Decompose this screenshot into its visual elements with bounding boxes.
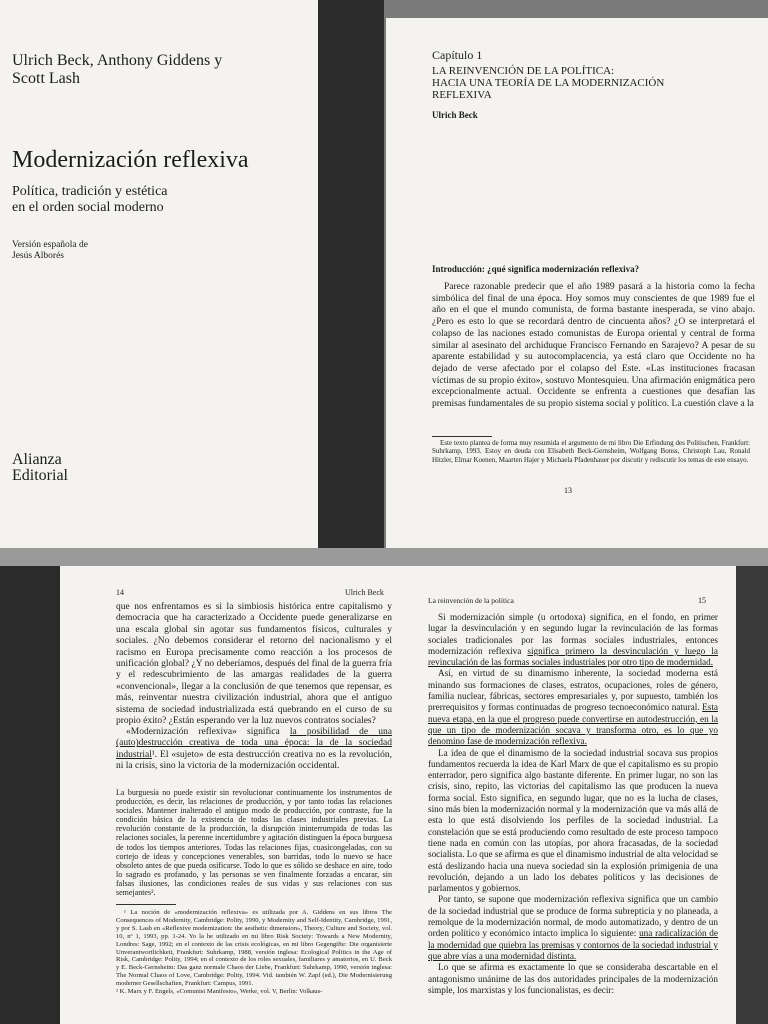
chapter-label: Capítulo 1: [432, 48, 483, 62]
right-text-column: [428, 612, 718, 996]
cover-publisher: Alianza Editorial: [12, 451, 68, 484]
left-body-paragraph: [116, 727, 392, 773]
right-running-head: La reinvención de la política: [428, 596, 514, 605]
scan-gap: [0, 548, 768, 566]
scan-edge-left: [0, 566, 60, 1024]
scan-edge-right: [736, 566, 768, 1024]
right-text: Por tanto, se supone que modernización reflexiva significa que un cambio de la sociedad industrial que se produce de forma subrepticia y no planeada, a remolque de la modernización normal, de modo automatizado, y dentro de un orden político y económico intacto implica lo siguiente:: [428, 894, 718, 939]
right-text: Si modernización simple (u ortodoxa) significa, en el fondo, en primer lugar la desvinculación y en segundo lugar la revinculación de las formas sociales tradicionales por las formas sociales industriales, entonces modernización reflexiva: [428, 612, 718, 656]
left-page-number: 14: [116, 588, 124, 597]
right-underlined-text: significa primero la desvinculación y luego la revinculación de las formas sociales industriales por otro tipo de modernidad.: [428, 645, 718, 668]
chapter-author: Ulrich Beck: [432, 110, 478, 120]
left-text-end: ¹. El «sujeto» de esta destrucción creativa no es la revolución, ni la crisis, sino la victoria de la modernización occidental.: [116, 749, 392, 772]
right-underlined-text: Esta nueva etapa, en la que el progreso puede convertirse en autodestrucción, en la que un tipo de modernización socava y transforma otro, es lo que yo denomino fase de modernización reflexiva.: [428, 702, 718, 747]
left-footnotes: ¹ La noción de «modernización reflexiva» es utilizada por A. Giddens en sus libros The Consequences of Modernity, Cambridge: Polity, 1990, y Modernity and Self-Identity, Cambridge, 1991, y por S. Lash en «Reflexive modernization: the aesthetic dimension», Theory, Culture and Society, vol. 10, nº 1, 1993, pp. 1-24. Yo la he utilizado en mi libro Risk Society: Towards a New Modernity, Londres: Sage, 1992; en el contexto de las crisis ecológicas, en mi libro Gegengifte: Die organisierte Unverantwortlichkeit, Frankfurt: Suhrkamp, 1988, versión inglesa: Ecological Politics in the Age of Risk, Cambridge: Polity, 1994; en el contexto de los roles sexuales, familiares y amatorios, en U. Beck y E. Beck-Gernsheim: Das ganz normale Chaos der Liebe, Frankfurt: Suhrkamp, 1990, versión inglesa: The Normal Chaos of Love, Cambridge: Polity, 1994. Vid. también W. Zapf (ed.), Die Modernisierung moderner Gesellschaften, Frankfurt: Campus, 1991. ² K. Marx y F. Engels, «Comunist Manifesto», Werke, vol. V, Berlin: Volkaus-: [116, 909, 392, 996]
cover-authors: Ulrich Beck, Anthony Giddens y Scott Lash: [12, 52, 223, 87]
cover-page: [0, 0, 322, 548]
right-page: [400, 566, 736, 1024]
left-body-text: que nos enfrentamos es si la simbiosis histórica entre capitalismo y democracia que ha caracterizado a Occidente puede generalizarse en una escala global sin agotar sus fundamentos físicos, culturales y sociales. ¿No debemos considerar el retorno del nacionalismo y el racismo en Europa precisamente como reacción a los procesos de unificación global? ¿Y no deberíamos, después del final de la guerra fría y el redescubrimiento de las amargas realidades de la guerra «convencional», llegar a la conclusión de que tenemos que repensar, es más, reinventar nuestra civilización industrial, ahora que el antiguo sistema de sociedad industrializada está quebrando en el curso de su propio éxito? ¿Están esperando ver la luz nuevos contratos sociales?: [116, 602, 392, 727]
chapter-title: LA REINVENCIÓN DE LA POLÍTICA: HACIA UNA TEORÍA DE LA MODERNIZACIÓN REFLEXIVA: [432, 65, 665, 101]
cover-title: Modernización reflexiva: [12, 147, 249, 173]
page-number: 13: [564, 486, 572, 495]
right-paragraph-3: La idea de que el dinamismo de la sociedad industrial socava sus propios fundamentos recuerda la idea de Karl Marx de que el capitalismo es su propio enterrador, pero significa algo bastante diferente. En primer lugar, no son las crisis, sino, repito, las victorias del capitalismo las que producen la nueva forma social. Esto significa, en segundo lugar, que no es la lucha de clases, sino más bien la modernización normal y la modernización que va más allá de esta lo que está disolviendo los perfiles de la sociedad industrial. La constelación que se está produciendo como resultado de este proceso tampoco tiene nada en común con las utopías, por ahora fracasadas, de la sociedad socialista. Lo que se afirma es que el dinamismo industrial de alta velocidad se está deslizando hacia una nueva sociedad sin la explosión primigenia de una revolución, dejando a un lado los debates políticos y las decisiones de parlamentos y gobiernos.: [428, 747, 718, 894]
right-paragraph-5: Lo que se afirma es exactamente lo que se consideraba descartable en el antagonismo unánime de las dos autoridades principales de la modernización simple, los marxistas y los funcionalistas, es decir:: [428, 962, 718, 995]
cover-subtitle: Política, tradición y estética en el orden social moderno: [12, 184, 168, 215]
right-paragraph-2: [428, 668, 718, 747]
chapter-footnote: Este texto plantea de forma muy resumida el argumento de mi libro Die Erfindung des Politischen, Frankfurt: Suhrkamp, 1993. Estoy en deuda con Elisabeth Beck-Gernsheim, Wolfgang Bonss, Christoph Lau, Ronald Hitzler, Elmar Koenen, Maarten Hajer y Michaela Pfadenhauer por discutir y rediscutir los temas de este ensayo.: [432, 439, 750, 464]
section-heading: Introducción: ¿qué significa modernización reflexiva?: [432, 264, 640, 274]
left-running-head: Ulrich Beck: [345, 588, 384, 597]
right-text: Así, en virtud de su dinamismo inherente, la sociedad moderna está minando sus formaciones de clases, estratos, ocupaciones, roles de género, familia nuclear, fábricas, sectores empresariales y, por supuesto, también los prerrequisitos y formas continuadas de progreso tecnoeconómico natural.: [428, 668, 718, 713]
chapter-opening-page: [386, 18, 768, 548]
left-page: [60, 566, 400, 1024]
right-paragraph-1: [428, 612, 718, 668]
right-underlined-text: una radicalización de la modernidad que quiebra las premisas y contornos de la sociedad industrial y que abre vías a una modernidad distinta.: [428, 928, 718, 961]
right-page-number: 15: [698, 596, 706, 605]
footnote-divider: [432, 436, 492, 437]
marx-quote: La burguesía no puede existir sin revolucionar continuamente los instrumentos de producción, es decir, las relaciones de producción, y por tanto todas las relaciones sociales. Mantener inalterado el antiguo modo de producción, por contraste, fue la condición básica de la existencia de todas las clases industriales previas. La revolución constante de la producción, la disrupción ininterrumpida de todas las relaciones sociales, la perenne incertidumbre y agitación distinguen la época burguesa de todos los tiempos anteriores. Todas las relaciones fijas, cuasicongeladas, con su cortejo de ideas y concepciones venerables, son barridas, todo lo nuevo se hace obsoleto antes de que pueda osificarse. Todo lo que es sólido se deshace en aire, todo lo sagrado es profanado, y las personas se ven finalmente forzadas a encarar, sin falsas ilusiones, las condiciones reales de sus vidas y sus relaciones con sus semejantes².: [116, 788, 392, 898]
left-underlined-text: la posibilidad de una (auto)destrucción creativa de toda una época: la de la sociedad industrial: [116, 727, 392, 760]
left-footnote-divider: [116, 904, 176, 905]
right-paragraph-4: [428, 894, 718, 962]
left-text: «Modernización reflexiva» significa: [126, 727, 290, 737]
chapter-body-text: Parece razonable predecir que el año 1989 pasará a la historia como la fecha simbólica del final de una época. Hoy somos muy conscientes de que 1989 fue el año en el que el mundo comunista, de forma bastante inesperada, se vino abajo. ¿Pero es esto lo que se recordará dentro de cincuenta años? ¿O se interpretará el colapso de las naciones estado comunistas de Europa oriental y central de forma similar al asesinato del archiduque Francisco Fernando en Sarajevo? A pesar de su aparente estabilidad y su autocomplacencia, ya está claro que Occidente no ha dejado de verse afectado por el colapso del Este. «Las instituciones fracasan víctimas de su propio éxito», sostuvo Montesquieu. Una afirmación enigmática pero excepcionalmente actual. Occidente se enfrenta a cuestiones que desafían las premisas fundamentales de su propio sistema social y político. La cuestión clave a la: [432, 282, 755, 410]
cover-translation-credit: Versión española de Jesús Alborés: [12, 240, 88, 261]
scan-shadow: [318, 0, 384, 552]
